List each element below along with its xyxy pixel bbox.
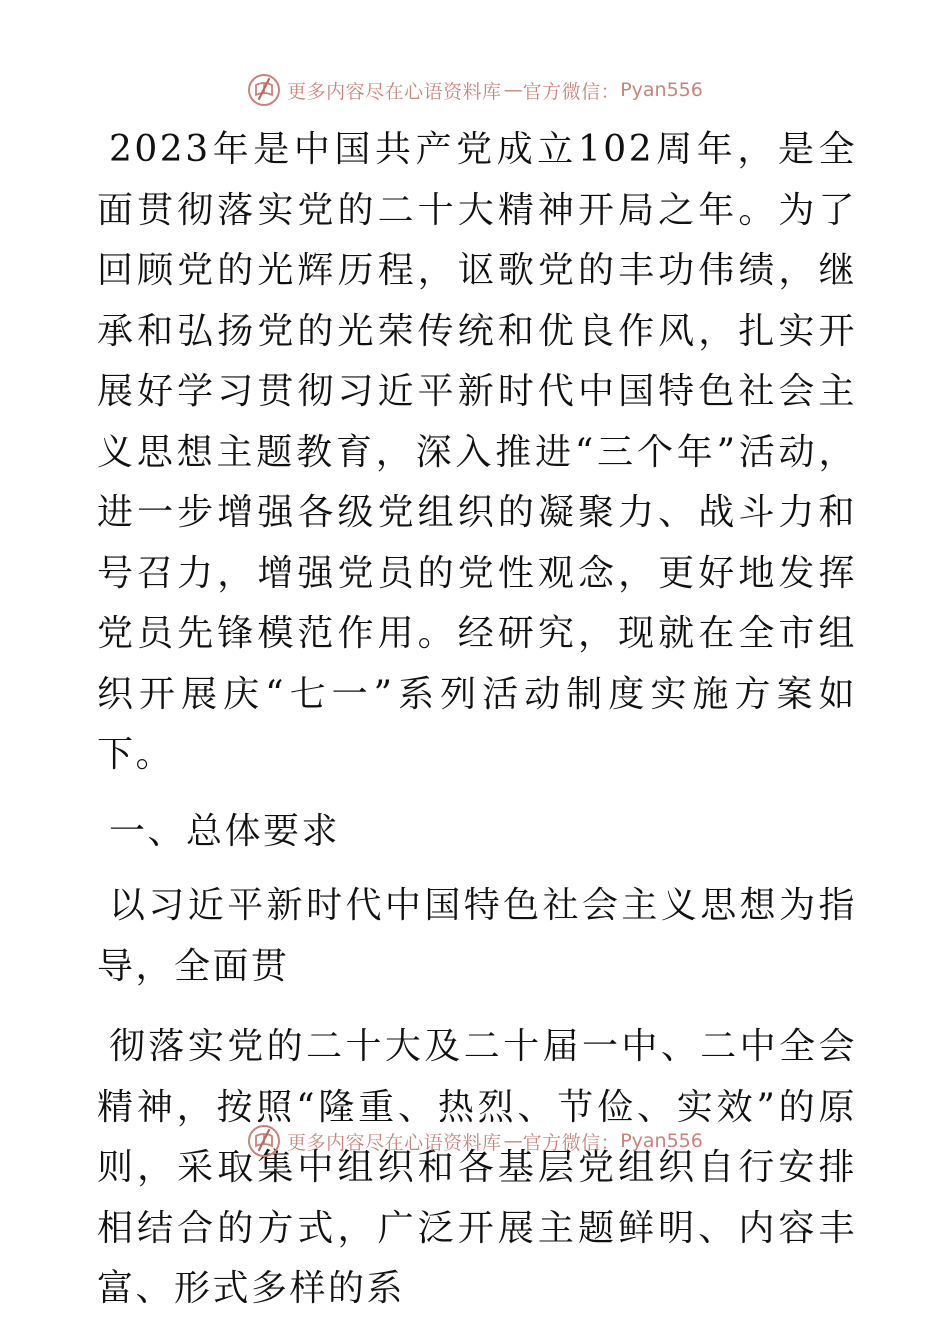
- watermark-label: 官方微信：: [522, 80, 621, 103]
- watermark-label: 官方微信：: [522, 1131, 621, 1154]
- paragraph-implementation: 彻落实党的二十大及二十届一中、二中全会精神，按照“隆重、热烈、节俭、实效”的原则，采取集中组织和各基层党组织自行安排相结合的方式，广泛开展主题鲜明、内容丰富、形式多样的系: [97, 1026, 857, 1309]
- paragraph-intro: 2023年是中国共产党成立102周年，是全面贯彻落实党的二十大精神开局之年。为了回顾党的光辉历程，讴歌党的丰功伟绩，继承和弘扬党的光荣传统和优良作风，扎实开展好学习贯彻习近平新时代中国特色社会主义思想主题教育，深入推进“三个年”活动，进一步增强各级党组织的凝聚力、战斗力和号召力，增强党员的党性观念，更好地发挥党员先锋模范作用。经研究，现就在全市组织开展庆“七一”系列活动制度实施方案如下。: [97, 129, 857, 775]
- watermark-separator: —: [503, 79, 521, 101]
- watermark-separator: —: [503, 1130, 521, 1152]
- book-quill-logo-icon: [247, 73, 281, 107]
- watermark-text: 更多内容尽在心语资料库: [287, 1131, 502, 1154]
- watermark-header: [0, 70, 950, 110]
- watermark-footer: [0, 1121, 950, 1161]
- watermark-text: 更多内容尽在心语资料库: [287, 80, 502, 103]
- watermark-account: Pyan556: [620, 79, 703, 101]
- book-quill-logo-icon: [247, 1124, 281, 1158]
- section-heading-overall-requirements: 一、总体要求: [109, 810, 341, 852]
- watermark-account: Pyan556: [620, 1130, 703, 1152]
- paragraph-guidance: 以习近平新时代中国特色社会主义思想为指导，全面贯: [97, 885, 857, 987]
